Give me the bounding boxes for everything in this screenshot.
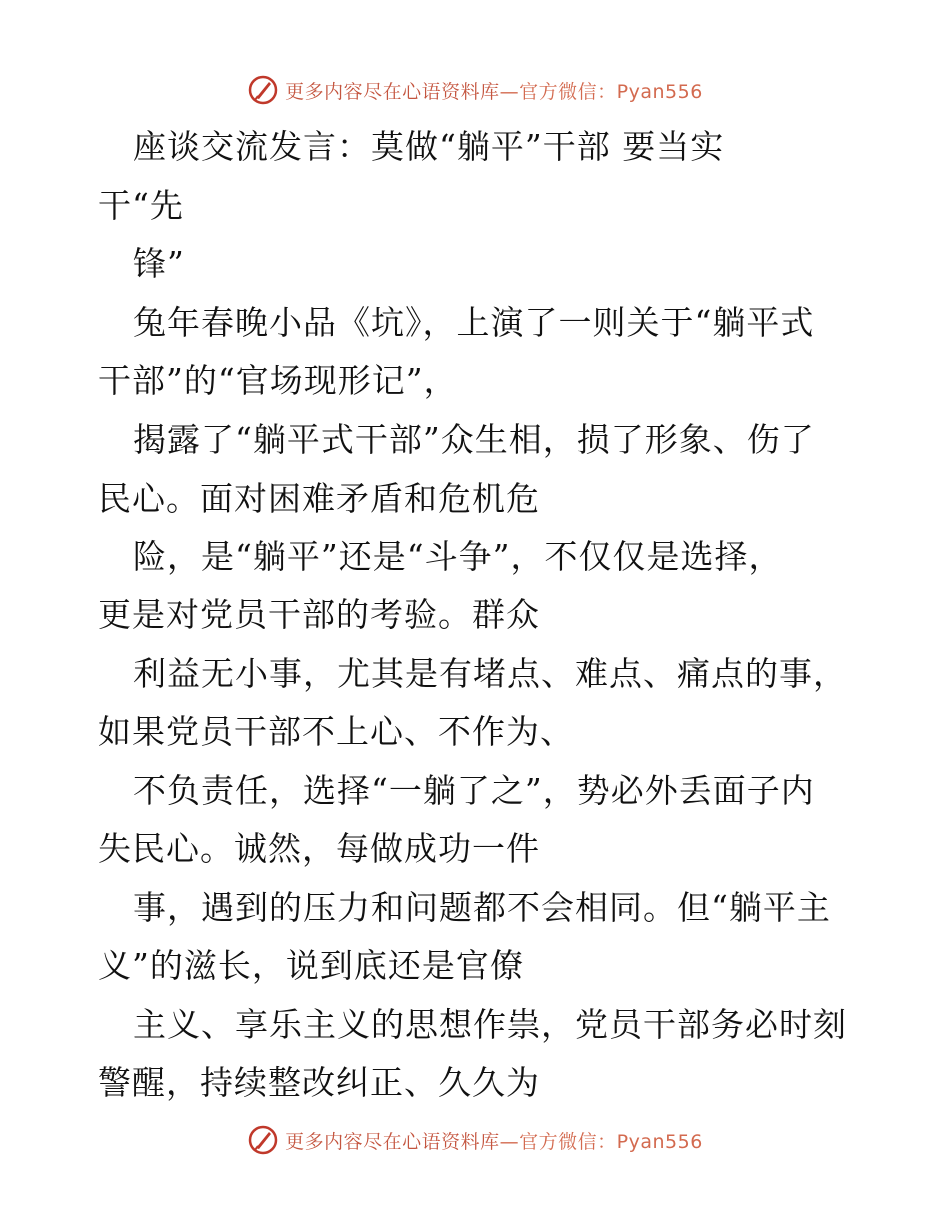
paragraph-line: 揭露了“躺平式干部”众生相，损了形象、伤了 <box>133 420 815 459</box>
footer-banner-separator: — <box>499 1130 520 1153</box>
paragraph-line: 警醒，持续整改纠正、久久为 <box>98 1063 540 1102</box>
footer-banner-text <box>285 1127 703 1154</box>
footer-banner <box>0 1120 950 1160</box>
document-title-line-1: 座谈交流发言：莫做“躺平”干部 要当实 <box>133 127 725 166</box>
header-banner-contact: 官方微信：Pyan556 <box>519 80 703 103</box>
paragraph-line: 利益无小事，尤其是有堵点、难点、痛点的事， <box>133 654 847 693</box>
paragraph-line: 兔年春晚小品《坑》，上演了一则关于“躺平式 <box>133 303 815 342</box>
header-banner-separator: — <box>499 80 520 103</box>
paragraph-line: 更是对党员干部的考验。群众 <box>98 595 540 634</box>
footer-banner-contact: 官方微信：Pyan556 <box>519 1130 703 1153</box>
paragraph-line: 民心。面对困难矛盾和危机危 <box>98 479 540 518</box>
paragraph-line: 不负责任，选择“一躺了之”，势必外丢面子内 <box>133 771 815 810</box>
paragraph-line: 险，是“躺平”还是“斗争”，不仅仅是选择， <box>133 537 783 576</box>
document-title-line-3: 锋” <box>133 244 185 283</box>
paragraph-line: 失民心。诚然，每做成功一件 <box>98 829 540 868</box>
document-title-line-2: 干“先 <box>98 186 184 225</box>
paragraph-line: 干部”的“官场现形记”， <box>98 361 458 400</box>
paragraph-line: 如果党员干部不上心、不作为、 <box>98 712 574 751</box>
header-banner-main: 更多内容尽在心语资料库 <box>285 80 500 103</box>
feather-pen-logo-icon <box>247 1124 279 1156</box>
footer-banner-main: 更多内容尽在心语资料库 <box>285 1130 500 1153</box>
paragraph-line: 主义、享乐主义的思想作祟，党员干部务必时刻 <box>133 1005 847 1044</box>
paragraph-line: 义”的滋长，说到底还是官僚 <box>98 946 524 985</box>
paragraph-line: 事，遇到的压力和问题都不会相同。但“躺平主 <box>133 888 831 927</box>
